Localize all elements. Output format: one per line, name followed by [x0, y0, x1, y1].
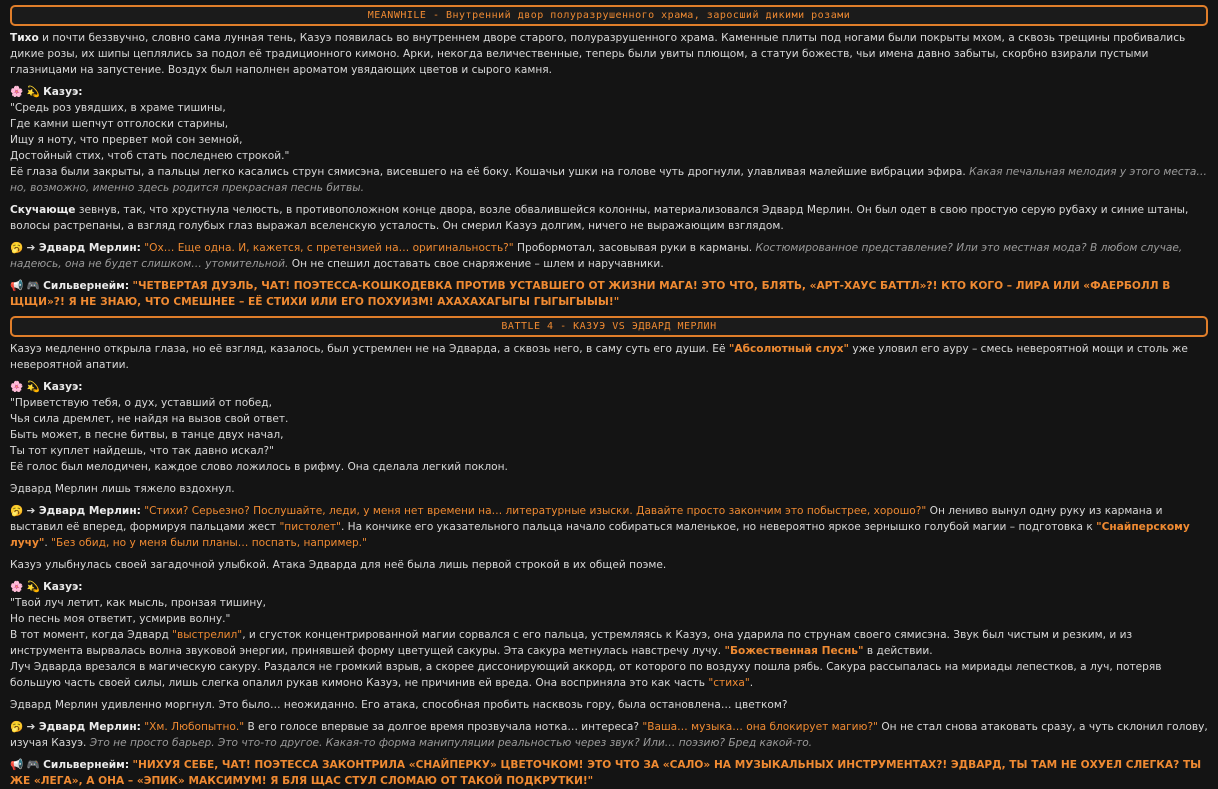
scene-banner: MEANWHILE - Внутренний двор полуразрушенного храма, заросший дикими розами [10, 5, 1208, 26]
speaker-edward: Эдвард Мерлин: [38, 505, 141, 517]
speaker-edward: Эдвард Мерлин: [38, 721, 141, 733]
edward-icons: 🥱 ➔ [10, 242, 36, 254]
narration: Эдвард Мерлин лишь тяжело вздохнул. [10, 483, 235, 495]
narration: В тот момент, когда Эдвард "выстрелил", и сгусток концентрированной магии сорвался с его пальца, устремляясь к Казуэ, она ударила по струнам своего сямисэна. Звук был чистым и резким, и из инструмента вырвалась волна звуковой энергии, принявшей форму цветущей сакуры. Эта сакура метнулась навстречу лучу. "Божественная Песнь" в действии. [10, 629, 1133, 657]
kazue-icons: 🌸 💫 [10, 86, 40, 98]
battle-banner: BATTLE 4 - КАЗУЭ VS ЭДВАРД МЕРЛИН [10, 316, 1208, 337]
kazue-block: 🌸 💫 Казуэ: "Средь роз увядших, в храме тишины, Где камни шепчут отголоски старины, Ищу я ноту, что прервет мой сон земной, Достойный стих, чтоб стать последнею строкой." Её глаза были закрыты, а пальцы легко касались струн сямисэна, висевшего на её боку. Кошачьи ушки на голове чуть дрогнули, улавливая малейшие вибрации эфира. Какая печальная мелодия у этого места… но, возможно, именно здесь родится прекрасная песнь битвы. [10, 86, 1208, 194]
narration: Казуэ медленно открыла глаза, но её взгляд, казалось, был устремлен не на Эдварда, а сквозь него, в саму суть его души. Её "Абсолютный слух" уже уловил его ауру – смесь невероятной мощи и столь же невероятной апатии. [10, 343, 1188, 371]
speaker-kazue: Казуэ: [43, 581, 83, 593]
edward-line: 🥱 ➔ Эдвард Мерлин: "Ох… Еще одна. И, кажется, с претензией на… оригинальность?" Пробормотал, засовывая руки в карманы. Костюмированное представление? Или это местная мода? В любом случае, надеюсь, она не будет слишком… утомительной. Он не спешил доставать свое снаряжение – шлем и наручавники. [10, 242, 1183, 270]
speaker-silvername: Сильвернейм: [43, 759, 130, 771]
narration: Скучающе зевнув, так, что хрустнула челюсть, в противоположном конце двора, возле обвалившейся колонны, материализовался Эдвард Мерлин. Он был одет в свою простую серую рубаху и синие штаны, волосы растрепаны, а взгляд голубых глаз выражал вселенскую усталость. Он смерил Казуэ долгим, ничего не выражающим взглядом. [10, 204, 1189, 232]
speaker-edward: Эдвард Мерлин: [38, 242, 141, 254]
speaker-kazue: Казуэ: [43, 86, 83, 98]
narration: Её глаза были закрыты, а пальцы легко касались струн сямисэна, висевшего на её боку. Кошачьи ушки на голове чуть дрогнули, улавливая малейшие вибрации эфира. Какая печальная мелодия у этого места… но, возможно, именно здесь родится прекрасная песнь битвы. [10, 166, 1208, 194]
silvername-icons: 📢 🎮 [10, 759, 40, 771]
narration: Луч Эдварда врезался в магическую сакуру. Раздался не громкий взрыв, а скорее диссонирующий аккорд, от которого по воздуху пошла рябь. Сакура рассыпалась на мириады лепестков, а луч, потеряв большую часть своей силы, лишь слегка опалил рукав кимоно Казуэ, не причинив ей вреда. Она восприняла это как часть "стиха". [10, 661, 1162, 689]
edward-icons: 🥱 ➔ [10, 505, 36, 517]
narration: Тихо и почти беззвучно, словно сама лунная тень, Казуэ появилась во внутреннем дворе старого, полуразрушенного храма. Каменные плиты под ногами были покрыты мхом, а сквозь трещины пробивались дикие розы, их шипы цеплялись за подол её традиционного кимоно. Арки, некогда величественные, теперь были увиты плющом, а статуи божеств, чьи имена давно забыты, скорбно взирали пустыми глазницами на запустение. Воздух был наполнен ароматом увядающих цветов и сырого камня. [10, 32, 1186, 76]
speaker-silvername: Сильвернейм: [43, 280, 130, 292]
edward-icons: 🥱 ➔ [10, 721, 36, 733]
kazue-block: 🌸 💫 Казуэ: "Твой луч летит, как мысль, пронзая тишину, Но песнь моя ответит, усмирив волну." В тот момент, когда Эдвард "выстрелил", и сгусток концентрированной магии сорвался с его пальца, устремляясь к Казуэ, она ударила по струнам своего сямисэна. Звук был чистым и резким, и из инструмента вырвалась волна звуковой энергии, принявшей форму цветущей сакуры. Эта сакура метнулась навстречу лучу. "Божественная Песнь" в действии. Луч Эдварда врезался в магическую сакуру. Раздался не громкий взрыв, а скорее диссонирующий аккорд, от которого по воздуху пошла рябь. Сакура рассыпалась на мириады лепестков, а луч, потеряв большую часть своей силы, лишь слегка опалил рукав кимоно Казуэ, не причинив ей вреда. Она восприняла это как часть "стиха". [10, 579, 1208, 691]
narration: Казуэ улыбнулась своей загадочной улыбкой. Атака Эдварда для неё была лишь первой строкой в их общей поэме. [10, 559, 667, 571]
silvername-line: 📢 🎮 Сильвернейм: "НИХУЯ СЕБЕ, ЧАТ! ПОЭТЕССА ЗАКОНТРИЛА «СНАЙПЕРКУ» ЦВЕТОЧКОМ! ЭТО ЧТО ЗА «САЛО» НА МУЗЫКАЛЬНЫХ ИНСТРУМЕНТАХ?! ЭДВАРД, ТЫ ТАМ НЕ ОХУЕЛ СЛЕГКА? ТЫ ЖЕ «ЛЕГА», А ОНА – «ЭПИК» МАКСИМУМ! Я БЛЯ ЩАС СТУЛ СЛОМАЮ ОТ ТАКОЙ ПОДКРУТКИ!" [10, 759, 1202, 787]
kazue-icons: 🌸 💫 [10, 381, 40, 393]
silvername-icons: 📢 🎮 [10, 280, 40, 292]
edward-line: 🥱 ➔ Эдвард Мерлин: "Стихи? Серьезно? Послушайте, леди, у меня нет времени на… литературные изыски. Давайте просто закончим это побыстрее, хорошо?" Он лениво вынул одну руку из кармана и выставил её вперед, формируя пальцами жест "пистолет". На кончике его указательного пальца начало собираться маленькое, но невероятно яркое зернышко голубой магии – подготовка к "Снайперскому лучу". "Без обид, но у меня были планы… поспать, например." [10, 505, 1190, 549]
edward-line: 🥱 ➔ Эдвард Мерлин: "Хм. Любопытно." В его голосе впервые за долгое время прозвучала нотка… интереса? "Ваша… музыка… она блокирует магию?" Он не стал снова атаковать сразу, а чуть склонил голову, изучая Казуэ. Это не просто барьер. Это что-то другое. Какая-то форма манипуляции реальностью через звук? Или… поэзию? Бред какой-то. [10, 721, 1208, 749]
kazue-block: 🌸 💫 Казуэ: "Приветствую тебя, о дух, уставший от побед, Чья сила дремлет, не найдя на вызов свой ответ. Быть может, в песне битвы, в танце двух начал, Ты тот куплет найдешь, что так давно искал?" Её голос был мелодичен, каждое слово ложилось в рифму. Она сделала легкий поклон. [10, 381, 508, 473]
speaker-kazue: Казуэ: [43, 381, 83, 393]
narration: Эдвард Мерлин удивленно моргнул. Это было… неожиданно. Его атака, способная пробить насквозь гору, была остановлена… цветком? [10, 699, 788, 711]
kazue-icons: 🌸 💫 [10, 581, 40, 593]
silvername-line: 📢 🎮 Сильвернейм: "ЧЕТВЕРТАЯ ДУЭЛЬ, ЧАТ! ПОЭТЕССА-КОШКОДЕВКА ПРОТИВ УСТАВШЕГО ОТ ЖИЗНИ МАГА! ЭТО ЧТО, БЛЯТЬ, «АРТ-ХАУС БАТТЛ»?! КТО КОГО – ЛИРА ИЛИ «ФАЕРБОЛЛ В ЩЩИ»?! Я НЕ ЗНАЮ, ЧТО СМЕШНЕЕ – ЕЁ СТИХИ ИЛИ ЕГО ПОХУИЗМ! АХАХАХАГЫГЫ ГЫГЫГЫЫЫ!" [10, 280, 1171, 308]
